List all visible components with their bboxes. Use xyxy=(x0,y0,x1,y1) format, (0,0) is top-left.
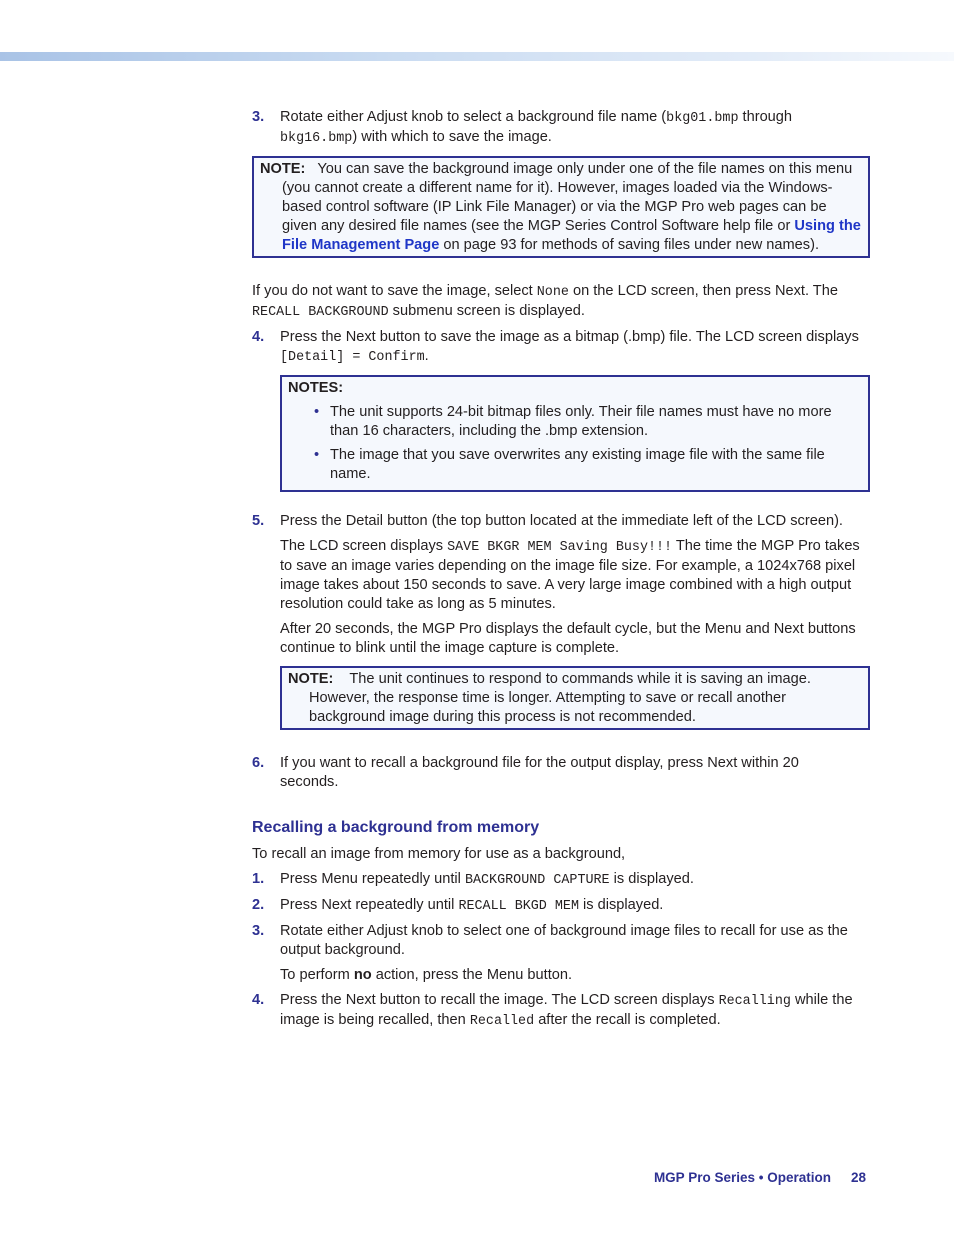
list-item xyxy=(308,403,862,441)
paragraph-default-cycle: After 20 seconds, the MGP Pro displays the default cycle, but the Menu and Next buttons continue to blink until the image capture is complete. xyxy=(280,621,856,656)
lcd-code: BACKGROUND CAPTURE xyxy=(464,873,610,888)
paragraph-no-action xyxy=(252,966,870,985)
step-text: Press the Next button to save the image as a bitmap (.bmp) file. The LCD screen displays xyxy=(280,329,859,345)
bullet-icon: • xyxy=(314,404,320,420)
recall-step-3 xyxy=(252,922,870,960)
footer-title: MGP Pro Series • Operation xyxy=(653,1170,831,1185)
paragraph-text: The time the MGP Pro takes to save an image varies depending on the image file size. For example, a 1024x768 pixel image takes about 150 seconds to save. A very large image combined with a high output resolution could take as long as 5 minutes. xyxy=(280,538,860,612)
step-4-bitmap xyxy=(252,328,870,367)
lcd-code: RECALL BKGD MEM xyxy=(458,899,579,914)
step-text: through xyxy=(738,109,793,125)
step-number: 3. xyxy=(252,923,265,939)
step-text: after the recall is completed. xyxy=(534,1012,721,1028)
file-management-link[interactable]: Using the File Management Page xyxy=(282,218,861,253)
list-item-text: The image that you save overwrites any existing image file with the same file name. xyxy=(330,447,825,482)
bold-no: no xyxy=(353,967,372,983)
recall-step-1 xyxy=(252,870,870,890)
note-label: NOTE: xyxy=(288,671,334,687)
paragraph-no-save xyxy=(252,282,870,322)
bullet-icon: • xyxy=(314,447,320,463)
step-number: 2. xyxy=(252,897,265,913)
note-box-filenames xyxy=(252,156,870,258)
notes-list xyxy=(288,403,862,484)
step-text: while the image is being recalled, then xyxy=(280,992,853,1028)
step-text: Press Menu repeatedly until xyxy=(280,871,465,887)
step-text: is displayed. xyxy=(579,897,664,913)
page-footer xyxy=(654,1168,866,1187)
step-text: is displayed. xyxy=(609,871,694,887)
step-text: Press the Detail button (the top button located at the immediate left of the LCD screen). xyxy=(280,513,843,529)
step-text: Rotate either Adjust knob to select one of background image files to recall for use as the output background. xyxy=(280,923,848,958)
step-text: Press Next repeatedly until xyxy=(280,897,459,913)
notes-label: NOTES: xyxy=(288,380,344,396)
list-item xyxy=(308,446,862,484)
filename-code: bkg01.bmp xyxy=(666,111,739,126)
list-item-text: The unit supports 24-bit bitmap files only. Their file names must have no more than 16 characters, including the .bmp extension. xyxy=(330,404,832,439)
paragraph-save-time xyxy=(252,537,870,614)
note-label: NOTE: xyxy=(260,161,306,177)
step-number: 6. xyxy=(252,755,265,771)
lcd-code: [Detail] = Confirm xyxy=(280,350,425,365)
note-text: on page 93 for methods of saving files under new names). xyxy=(439,237,820,253)
filename-code: bkg16.bmp xyxy=(280,131,353,146)
lcd-code: Recalling xyxy=(718,994,791,1009)
lcd-code: Recalled xyxy=(469,1014,535,1029)
paragraph-text: If you do not want to save the image, select xyxy=(252,283,537,299)
step-number: 4. xyxy=(252,329,265,345)
header-gradient-bar xyxy=(0,52,954,61)
section-heading: Recalling a background from memory xyxy=(252,819,540,836)
paragraph-text: The LCD screen displays xyxy=(280,538,448,554)
note-text: The unit continues to respond to commands while it is saving an image. However, the response time is longer. Attempting to save or recall another background image during this process is not recommended. xyxy=(309,671,811,725)
recall-step-2 xyxy=(252,896,870,916)
step-text: . xyxy=(424,348,429,364)
step-number: 1. xyxy=(252,871,265,887)
paragraph-text: action, press the Menu button. xyxy=(371,967,573,983)
step-number: 5. xyxy=(252,513,265,529)
paragraph-text: To perform xyxy=(280,967,354,983)
lcd-code: None xyxy=(536,285,569,300)
page-number: 28 xyxy=(850,1170,866,1185)
note-box-response xyxy=(280,666,870,730)
step-number: 3. xyxy=(252,109,265,125)
paragraph-text: on the LCD screen, then press Next. The xyxy=(568,283,838,299)
section-intro: To recall an image from memory for use as a background, xyxy=(252,846,626,862)
step-text: Rotate either Adjust knob to select a background file name ( xyxy=(280,109,667,125)
lcd-code: SAVE BKGR MEM Saving Busy!!! xyxy=(447,540,673,555)
recall-step-4 xyxy=(252,991,870,1031)
step-5-detail xyxy=(252,512,870,531)
step-number: 4. xyxy=(252,992,265,1008)
lcd-code: RECALL BACKGROUND xyxy=(252,305,389,320)
note-text: You can save the background image only under one of the file names on this menu (you cannot create a different name for it). However, images loaded via the Windows-based control software (IP Link File Manager) or via the MGP Pro web pages can be given any desired file names (see the MGP Series Control Software help file or xyxy=(282,161,853,234)
step-text: ) with which to save the image. xyxy=(352,129,552,145)
step-3-save xyxy=(252,108,870,148)
step-text: If you want to recall a background file for the output display, press Next within 20 seconds. xyxy=(280,755,799,790)
page-content xyxy=(252,108,870,1037)
notes-box-bitmap xyxy=(280,375,870,492)
paragraph-text: submenu screen is displayed. xyxy=(388,303,585,319)
step-text: Press the Next button to recall the image. The LCD screen displays xyxy=(280,992,719,1008)
step-6-recall xyxy=(252,754,870,792)
